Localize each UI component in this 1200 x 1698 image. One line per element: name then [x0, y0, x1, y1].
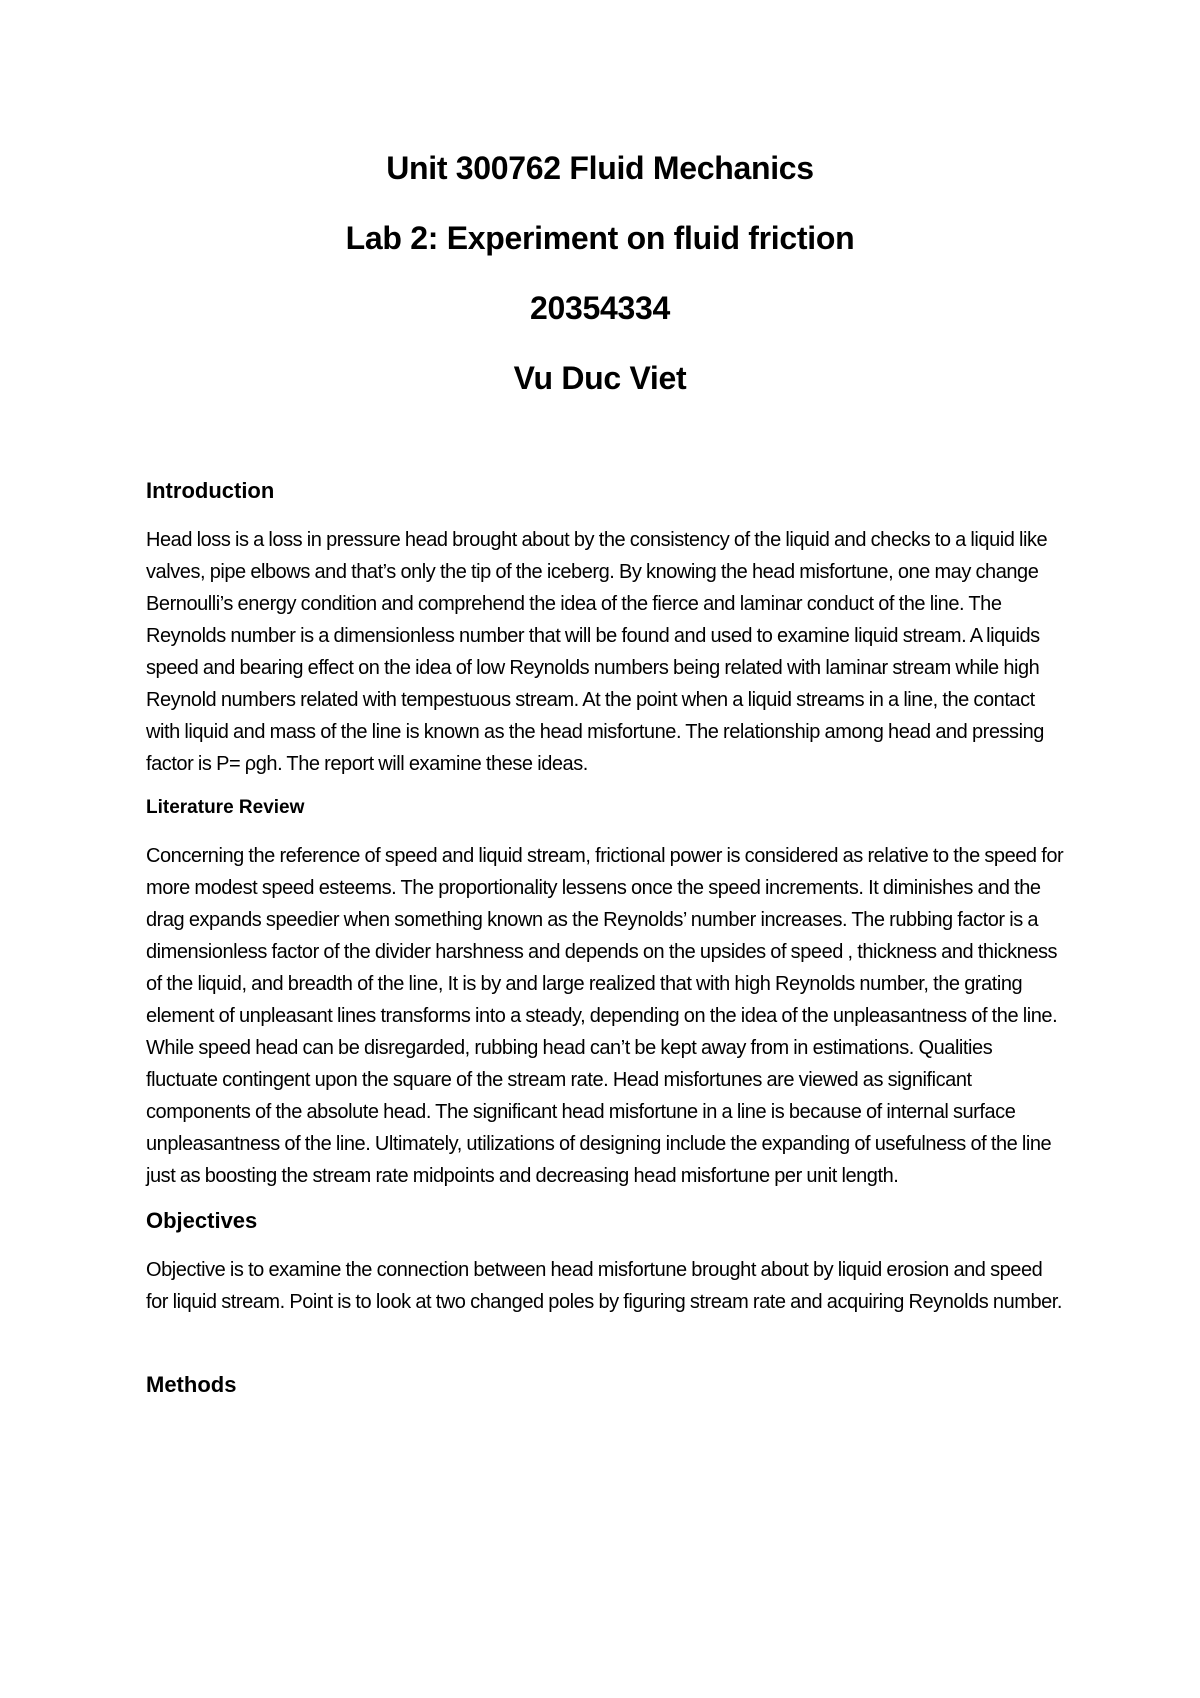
objectives-heading: Objectives	[146, 1208, 258, 1233]
methods-heading: Methods	[146, 1372, 237, 1397]
lab-title: Lab 2: Experiment on fluid friction	[345, 220, 855, 256]
literature-review-heading: Literature Review	[146, 797, 305, 818]
document-body	[146, 476, 1066, 1400]
unit-title: Unit 300762 Fluid Mechanics	[386, 150, 814, 186]
introduction-heading: Introduction	[146, 478, 275, 503]
student-id: 20354334	[530, 290, 670, 326]
student-name: Vu Duc Viet	[513, 360, 687, 396]
literature-review-paragraph: Concerning the reference of speed and liquid stream, frictional power is considered as relative to the speed for more modest speed esteems. The proportionality lessens once the speed increments. It diminishes and the drag expands speedier when something known as the Reynolds’ number increases. The rubbing factor is a dimensionless factor of the divider harshness and depends on the upsides of speed , thickness and thickness of the liquid, and breadth of the line, It is by and large realized that with high Reynolds number, the grating element of unpleasant lines transforms into a steady, depending on the idea of the unpleasantness of the line. While speed head can be disregarded, rubbing head can’t be kept away from in estimations. Qualities fluctuate contingent upon the square of the stream rate. Head misfortunes are viewed as significant components of the absolute head. The significant head misfortune in a line is because of internal surface unpleasantness of the line. Ultimately, utilizations of designing include the expanding of usefulness of the line just as boosting the stream rate midpoints and decreasing head misfortune per unit length.	[146, 845, 1064, 1187]
introduction-paragraph: Head loss is a loss in pressure head brought about by the consistency of the liquid and checks to a liquid like valves, pipe elbows and that’s only the tip of the iceberg. By knowing the head misfortune, one may change Bernoulli’s energy condition and comprehend the idea of the fierce and laminar conduct of the line. The Reynolds number is a dimensionless number that will be found and used to examine liquid stream. A liquids speed and bearing effect on the idea of low Reynolds numbers being related with laminar stream while high Reynold numbers related with tempestuous stream. At the point when a liquid streams in a line, the contact with liquid and mass of the line is known as the head misfortune. The relationship among head and pressing factor is P= ρgh. The report will examine these ideas.	[146, 529, 1048, 775]
objectives-paragraph: Objective is to examine the connection between head misfortune brought about by liquid erosion and speed for liquid stream. Point is to look at two changed poles by figuring stream rate and acquiring Reynolds number.	[146, 1259, 1063, 1313]
title-block	[0, 148, 1200, 428]
